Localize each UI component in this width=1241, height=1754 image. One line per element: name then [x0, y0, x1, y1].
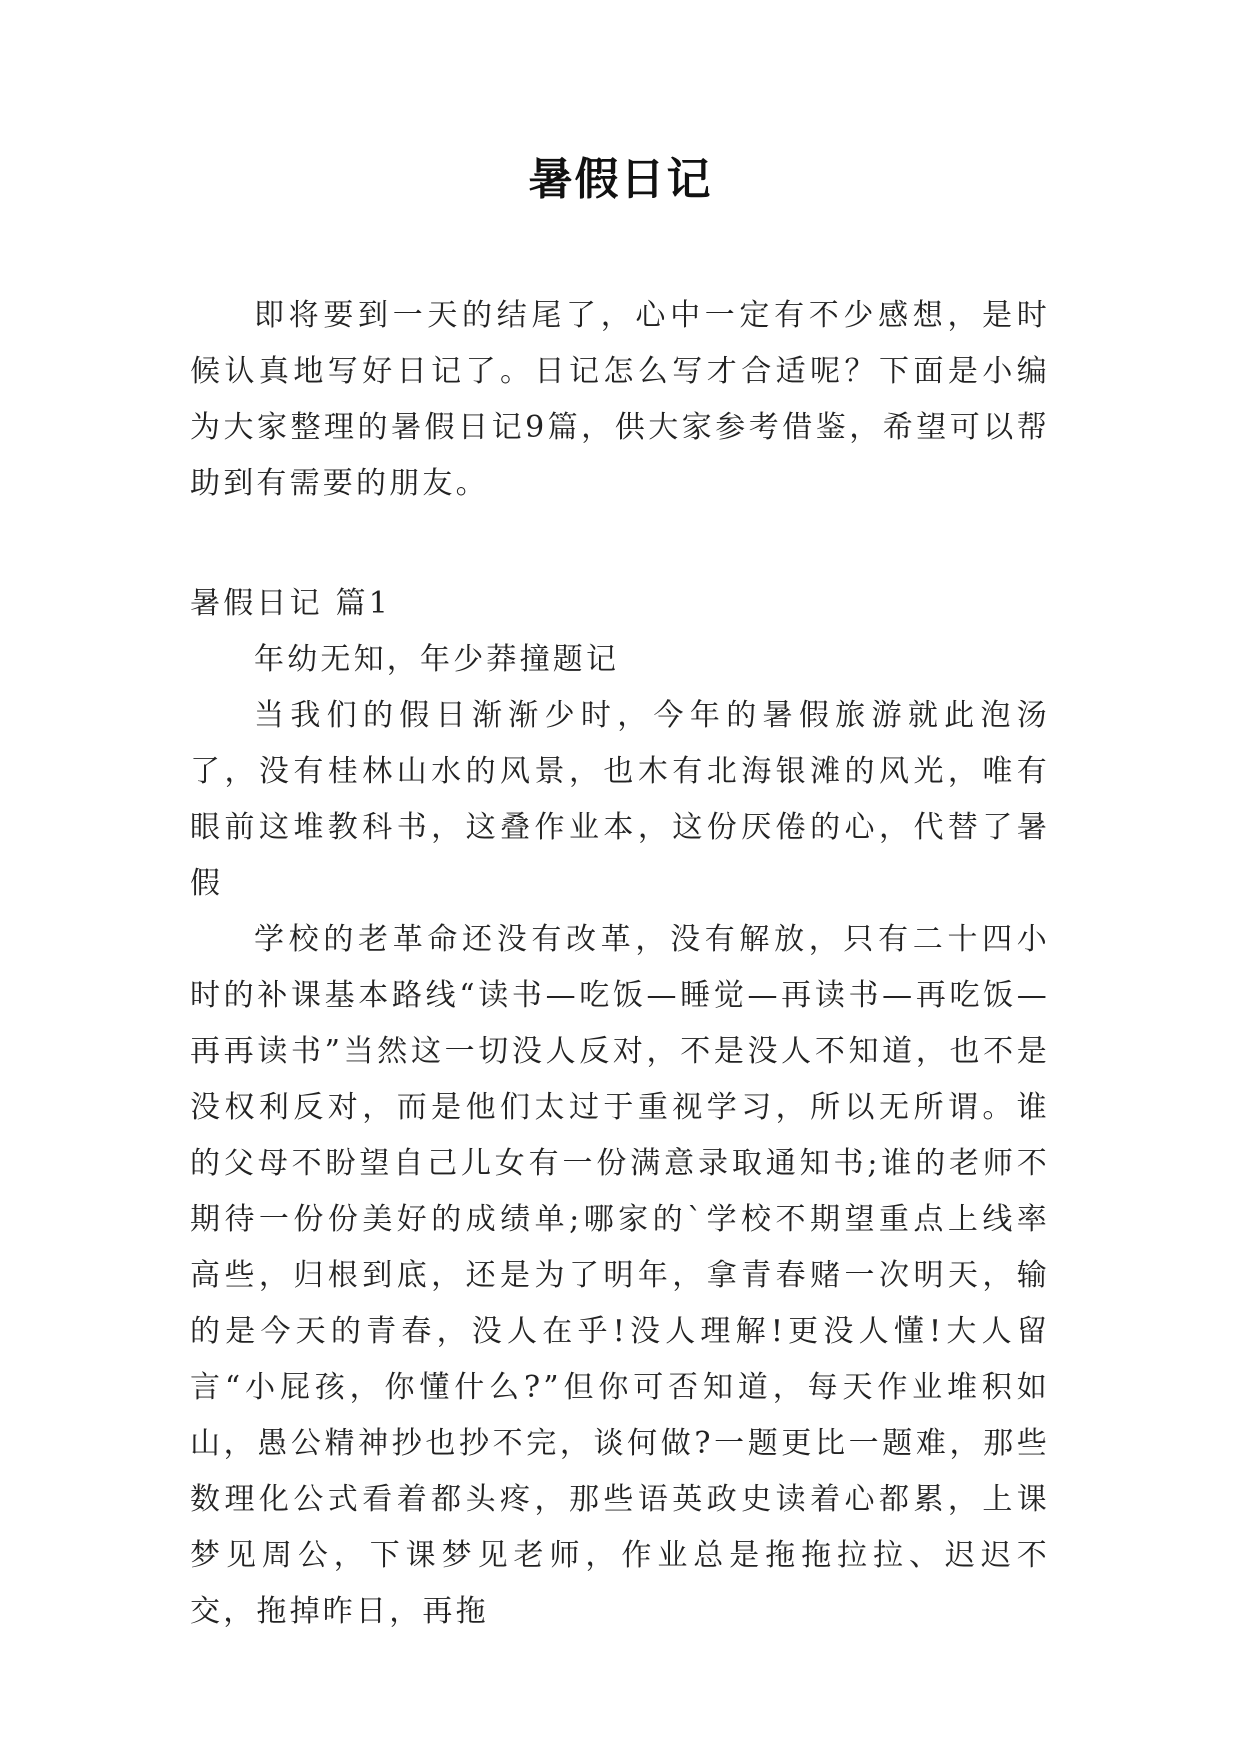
- body-paragraph-3: 学校的老革命还没有改革，没有解放，只有二十四小时的补课基本路线“读书—吃饭—睡觉—再读书—再吃饭—再再读书”当然这一切没人反对，不是没人不知道，也不是没权利反对，而是他们太过于重视学习，所以无所谓。谁的父母不盼望自己儿女有一份满意录取通知书;谁的老师不期待一份份美好的成绩单;哪家的`学校不期望重点上线率高些，归根到底，还是为了明年，拿青春赌一次明天，输的是今天的青春，没人在乎!没人理解!更没人懂!大人留言“小屁孩，你懂什么?”但你可否知道，每天作业堆积如山，愚公精神抄也抄不完，谈何做?一题更比一题难，那些数理化公式看着都头疼，那些语英政史读着心都累，上课梦见周公，下课梦见老师，作业总是拖拖拉拉、迟迟不交，拖掉昨日，再拖: [190, 922, 1050, 1629]
- section-heading: 暑假日记 篇1: [190, 586, 392, 621]
- document-title: 暑假日记: [528, 154, 713, 205]
- intro-paragraph: 即将要到一天的结尾了，心中一定有不少感想，是时候认真地写好日记了。日记怎么写才合适呢？下面是小编为大家整理的暑假日记9篇，供大家参考借鉴，希望可以帮助到有需要的朋友。: [190, 298, 1050, 501]
- body-paragraph-1: 年幼无知，年少莽撞题记: [254, 642, 620, 677]
- body-paragraph-2: 当我们的假日渐渐少时，今年的暑假旅游就此泡汤了，没有桂林山水的风景，也木有北海银滩的风光，唯有眼前这堆教科书，这叠作业本，这份厌倦的心，代替了暑假: [190, 698, 1050, 901]
- intro-block: [190, 288, 1050, 512]
- section-1: [190, 576, 1050, 1640]
